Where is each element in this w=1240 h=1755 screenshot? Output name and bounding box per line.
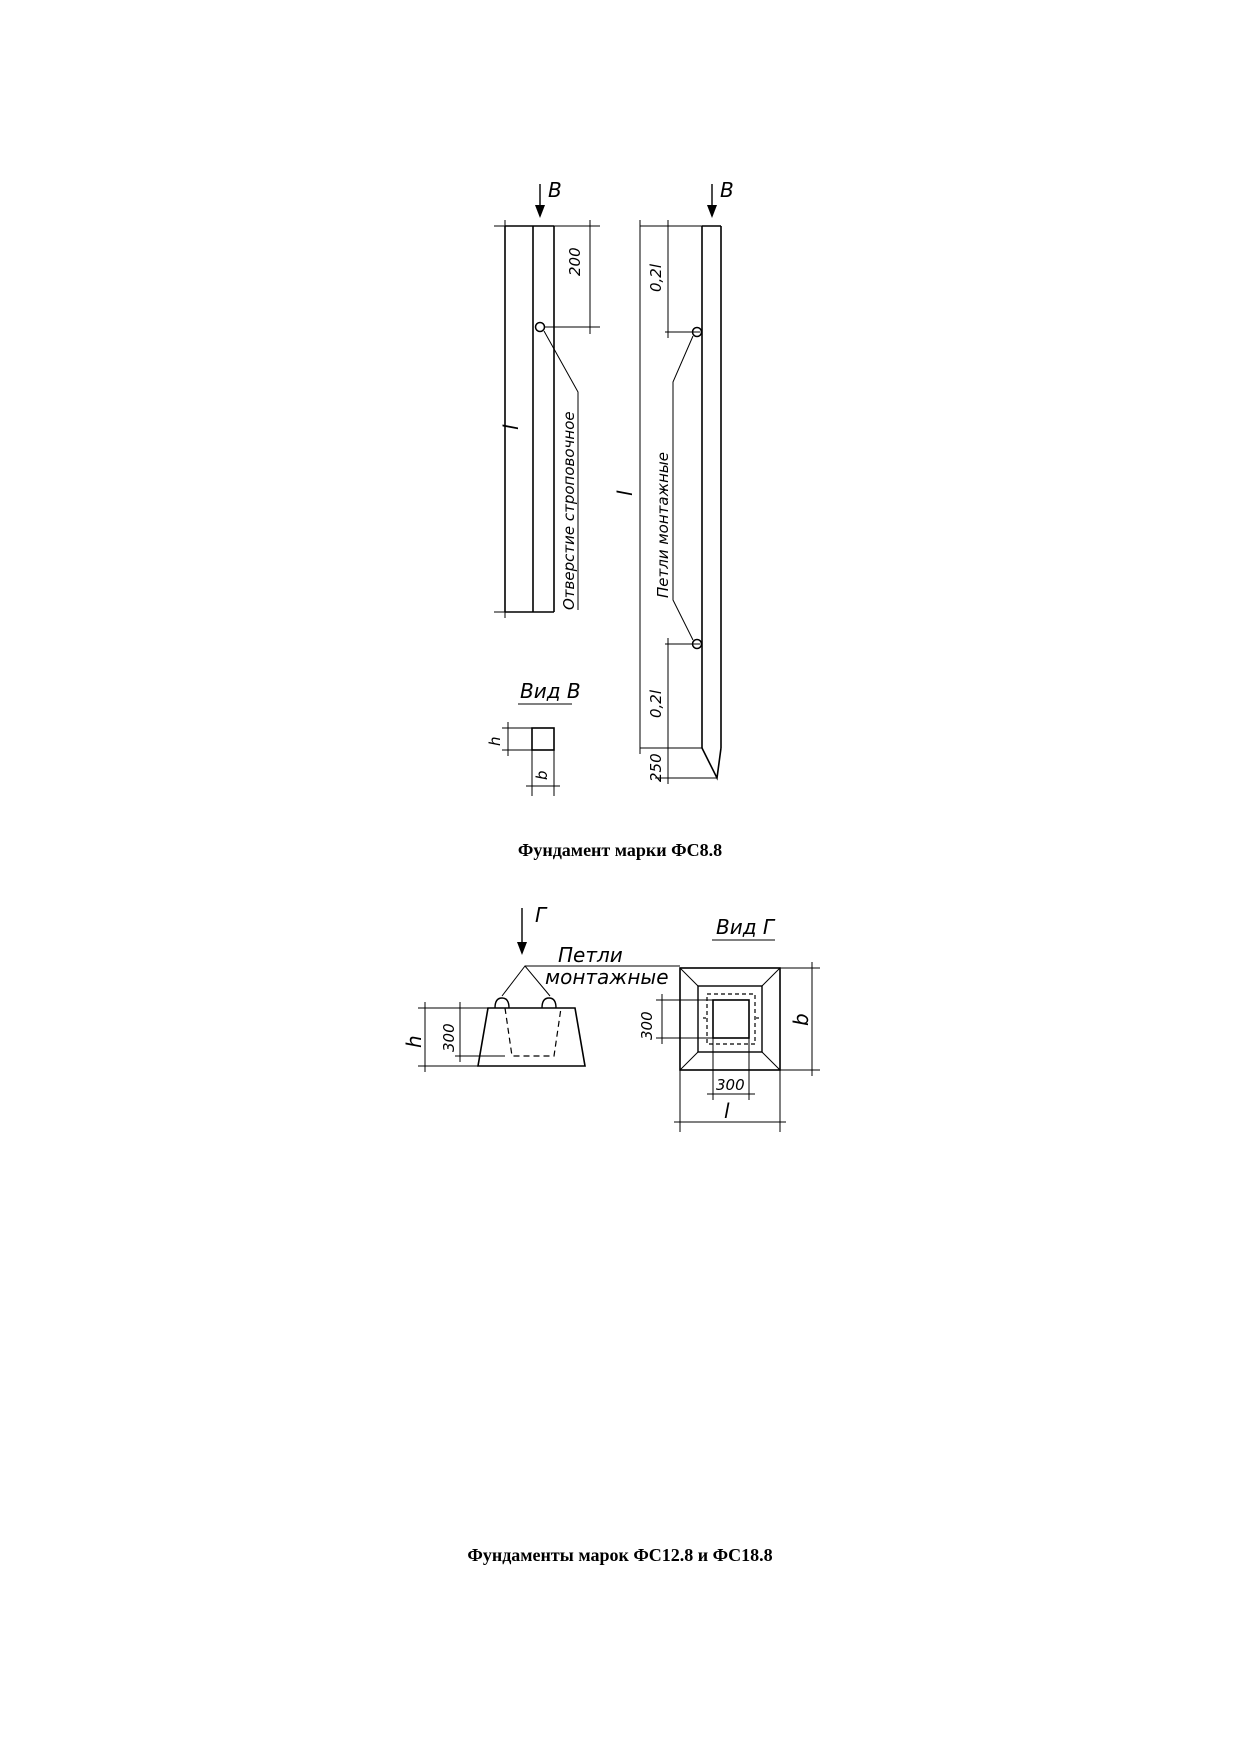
- dim-300-horiz: 300: [716, 1076, 745, 1094]
- dim-h: h: [486, 736, 504, 746]
- column-side-view: [494, 220, 600, 618]
- callout-loops-line1: Петли: [558, 943, 623, 967]
- dim-l-left: l: [499, 424, 523, 430]
- dim-02l-top: 0,2l: [647, 263, 665, 292]
- cross-section: [502, 722, 560, 796]
- dim-200: 200: [566, 247, 584, 276]
- view-g-title: Вид Г: [716, 915, 775, 939]
- dim-02l-bottom: 0,2l: [647, 689, 665, 718]
- dim-l-2: l: [724, 1099, 730, 1123]
- foundation-plan-view: [656, 962, 820, 1132]
- callout-hole: Отверстие строповочное: [560, 411, 578, 610]
- dim-b: b: [533, 770, 551, 780]
- view-b-title: Вид В: [520, 679, 581, 703]
- dim-250: 250: [647, 753, 665, 782]
- callout-loops: Петли монтажные: [654, 452, 672, 598]
- dim-300-left: 300: [440, 1023, 458, 1052]
- view-arrow-left: [535, 184, 545, 218]
- dim-b-2: b: [789, 1013, 813, 1026]
- caption-fs8-8: Фундамент марки ФС8.8: [517, 840, 723, 860]
- dim-h-2: h: [402, 1035, 426, 1048]
- view-arrow-label-right: В: [720, 178, 734, 202]
- caption-fs12-fs18: Фундаменты марок ФС12.8 и ФС18.8: [467, 1545, 773, 1565]
- view-arrow-right: [707, 184, 717, 218]
- dim-l-right: l: [613, 490, 637, 496]
- dim-300-vert: 300: [638, 1011, 656, 1040]
- callout-loops-line2: монтажные: [545, 965, 669, 989]
- view-g-arrow-label: Г: [535, 903, 547, 927]
- view-arrow-label-left: В: [548, 178, 562, 202]
